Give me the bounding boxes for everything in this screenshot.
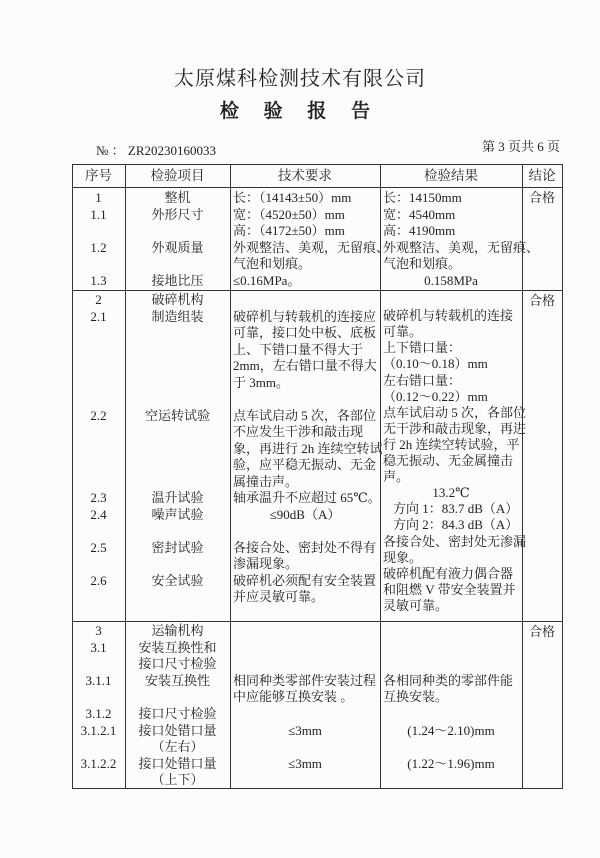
cell-result-line: (1.24～2.10)mm (407, 722, 495, 738)
cell-item-line: 接口处错口量 (138, 722, 217, 738)
cell-seq-line: 1.1 (90, 206, 107, 222)
cell-item-line: 制造组装 (151, 308, 204, 324)
cell-result-line: 现象。 (383, 549, 423, 565)
cell-seq-line: 2 (95, 292, 102, 307)
cell-requirement-line: 中应能够互换安装 。 (233, 689, 354, 705)
cell-requirement-line: 不应发生干涉和敲击现 (233, 424, 364, 439)
cell-result-line: 可靠。 (383, 324, 423, 340)
cell-item-line: 空运转试验 (144, 407, 210, 423)
table-column-divider (72, 164, 73, 788)
cell-seq-line: 3.1 (90, 639, 107, 655)
cell-result-line: 气泡和划痕。 (383, 256, 462, 271)
cell-item-line: 接口处错口量 (138, 755, 217, 771)
cell-requirement-line: 属撞击声。 (233, 473, 299, 489)
cell-requirement-line: 于 3mm。 (233, 374, 289, 390)
cell-requirement-line: 宽：（4520±50）mm (233, 206, 345, 222)
cell-item-line: 破碎机构 (151, 292, 204, 307)
company-name: 太原煤科检测技术有限公司 (174, 68, 426, 90)
cell-requirement-line: 渗漏现象。 (233, 556, 299, 571)
cell-result-line: 灵敏可靠。 (383, 597, 449, 613)
cell-seq-line: 1.3 (90, 272, 107, 288)
cell-seq-line: 3.1.1 (85, 672, 112, 688)
cell-requirement-line: 相同种类零部件安装过程 (233, 672, 377, 688)
cell-requirement-line: 气泡和划痕。 (233, 256, 312, 271)
cell-result-line: 和阻燃 V 带安全装置并 (383, 581, 516, 597)
cell-seq-line: 3.1.2.1 (80, 722, 117, 738)
cell-item-line: 安装互换性 (144, 672, 210, 688)
header-cell: 检验结果 (424, 168, 478, 183)
header-cell: 结论 (528, 168, 556, 183)
cell-requirement-line: 象，再进行 2h 连续空转试 (233, 440, 383, 456)
cell-seq-line: 3.1.2 (85, 706, 112, 721)
table-row-divider (72, 621, 563, 622)
cell-result-line: 破碎机配有液力偶合器 (383, 565, 514, 581)
cell-requirement-line: 验，应平稳无振动、无金 (233, 457, 377, 472)
cell-requirement-line: 各接合处、密封处不得有 (233, 539, 377, 555)
cell-result-line: 各接合处、密封处无渗漏 (383, 533, 527, 549)
report-number (96, 140, 216, 159)
cell-item-line: 温升试验 (151, 490, 204, 505)
cell-item-line: 运输机构 (151, 623, 204, 638)
table-column-divider (125, 164, 126, 788)
table-column-divider (522, 164, 523, 788)
cell-result-line: 互换安装。 (383, 689, 449, 705)
cell-seq-line: 2.4 (90, 506, 107, 522)
cell-requirement-line: 上、下错口量不得大于 (233, 341, 364, 357)
cell-seq-line: 2.5 (90, 539, 107, 555)
conclusion-cell: 合格 (528, 624, 555, 639)
cell-result-line: 外观整洁、美观，无留痕、 (383, 239, 540, 255)
page-info: 第 3 页共 6 页 (481, 139, 560, 154)
cell-requirement-line: 2mm，左右错口量不得大 (233, 358, 377, 373)
cell-item-line: 接口尺寸检验 (138, 706, 217, 721)
cell-item-line: 接口尺寸检验 (138, 656, 217, 672)
cell-requirement-line: 并应灵敏可靠。 (233, 589, 325, 604)
report-number-label: № ： (96, 143, 125, 158)
table-column-divider (230, 164, 231, 788)
cell-result-line: 0.158MPa (424, 272, 478, 288)
conclusion-cell: 合格 (528, 293, 555, 308)
cell-result-line: 左右错口量： (383, 372, 462, 388)
cell-result-line: 各相同种类的零部件能 (383, 672, 514, 688)
table-row-divider (72, 187, 563, 188)
cell-item-line: 外形尺寸 (151, 206, 204, 222)
cell-seq-line: 1.2 (90, 239, 107, 255)
cell-seq-line: 3.1.2.2 (80, 755, 117, 771)
cell-result-line: 稳无振动、无金属撞击 (383, 453, 514, 468)
cell-result-line: 行 2h 连续空转试验，平 (383, 436, 520, 452)
cell-requirement-line: 可靠，接口处中板、底板 (233, 325, 377, 340)
cell-seq-line: 1 (95, 190, 102, 205)
cell-result-line: (1.22～1.96)mm (407, 755, 495, 771)
cell-result-line: 声。 (383, 469, 410, 485)
cell-item-line: 安全试验 (151, 572, 204, 588)
cell-result-line: 上下错口量： (383, 340, 462, 356)
cell-requirement-line: ≤0.16MPa。 (233, 272, 301, 288)
cell-requirement-line: ≤3mm (288, 755, 322, 771)
cell-result-line: 长：14150mm (383, 190, 462, 205)
conclusion-cell: 合格 (528, 190, 555, 205)
cell-result-line: 高：4190mm (383, 223, 456, 238)
cell-result-line: 无干涉和敲击现象，再进 (383, 420, 527, 436)
report-title: 检 验 报 告 (219, 101, 381, 122)
table-column-divider (562, 164, 563, 788)
cell-result-line: 方向 2：84.3 dB（A） (393, 517, 519, 533)
cell-item-line: 密封试验 (151, 539, 204, 555)
table-row-divider (72, 164, 563, 165)
header-cell: 序号 (85, 168, 112, 183)
cell-requirement-line: 长：（14143±50）mm (233, 190, 352, 205)
cell-result-line: （0.12～0.22）mm (383, 388, 488, 404)
header-cell: 技术要求 (278, 168, 332, 183)
table-column-divider (380, 164, 381, 788)
cell-seq-line: 2.1 (90, 308, 107, 324)
cell-item-line: （左右） (151, 739, 204, 755)
report-number-value: ZR20230160033 (127, 143, 217, 158)
cell-item-line: （上下） (151, 772, 204, 788)
cell-result-line: 方向 1：83.7 dB（A） (393, 501, 519, 517)
cell-requirement-line: 破碎机必须配有安全装置 (233, 572, 377, 588)
cell-requirement-line: 点车试启动 5 次，各部位 (233, 407, 377, 423)
cell-requirement-line: 高：（4172±50）mm (233, 223, 345, 238)
cell-result-line: 13.2℃ (432, 485, 470, 501)
cell-seq-line: 2.3 (90, 490, 107, 505)
header-cell: 检验项目 (150, 168, 205, 183)
cell-result-line: 点车试启动 5 次，各部位 (383, 404, 527, 420)
cell-item-line: 安装互换性和 (138, 639, 217, 655)
cell-item-line: 接地比压 (151, 272, 204, 288)
cell-requirement-line: ≤3mm (288, 722, 322, 738)
cell-seq-line: 2.6 (90, 572, 107, 588)
cell-item-line: 噪声试验 (151, 506, 204, 522)
table-row-divider (72, 290, 563, 291)
cell-requirement-line: 轴承温升不应超过 65℃。 (233, 490, 381, 505)
cell-seq-line: 3 (95, 623, 102, 638)
cell-result-line: （0.10～0.18）mm (383, 356, 488, 372)
cell-result-line: 宽：4540mm (383, 206, 456, 222)
cell-requirement-line: 破碎机与转载机的连接应 (233, 308, 377, 324)
cell-result-line: 破碎机与转载机的连接 (383, 308, 514, 324)
cell-requirement-line: 外观整洁、美观，无留痕、 (233, 239, 390, 255)
cell-requirement-line: ≤90dB（A） (269, 506, 341, 522)
cell-item-line: 整机 (164, 190, 191, 205)
cell-item-line: 外观质量 (151, 239, 204, 255)
cell-seq-line: 2.2 (90, 407, 107, 423)
